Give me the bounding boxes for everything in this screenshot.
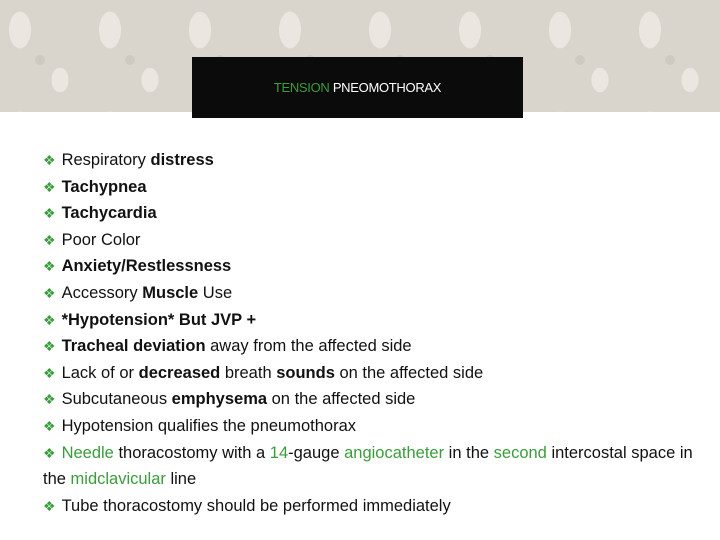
diamond-bullet-icon: ❖: [43, 391, 56, 408]
item-text: on the affected side: [267, 390, 416, 409]
list-item-hypotension-jvp: [43, 307, 703, 334]
item-text: breath: [220, 363, 277, 382]
item-text: Tachypnea: [61, 177, 147, 196]
list-item-tube-thoracostomy: [43, 493, 703, 520]
item-emphasis: emphysema: [171, 390, 268, 409]
item-emphasis: decreased: [138, 363, 221, 382]
diamond-bullet-icon: ❖: [43, 311, 56, 328]
item-text: -gauge: [288, 443, 345, 462]
item-highlight: angiocatheter: [344, 443, 445, 462]
diamond-bullet-icon: ❖: [43, 205, 56, 222]
bullet-list: [43, 147, 703, 519]
slide-title: [192, 57, 523, 118]
diamond-bullet-icon: ❖: [43, 284, 56, 301]
item-text: Tube thoracostomy should be performed immediately: [61, 496, 451, 515]
item-text: Lack of or: [61, 363, 139, 382]
item-text: Accessory: [61, 283, 143, 302]
item-text: on the affected side: [334, 363, 484, 382]
list-item-poor-color: [43, 227, 703, 254]
item-text: Subcutaneous: [61, 390, 172, 409]
item-emphasis: sounds: [276, 363, 335, 382]
diamond-bullet-icon: ❖: [43, 364, 56, 381]
list-item-anxiety: [43, 253, 703, 280]
diamond-bullet-icon: ❖: [43, 178, 56, 195]
item-text: thoracostomy with a: [113, 443, 270, 462]
list-item-emphysema: [43, 386, 703, 413]
item-text: in the: [444, 443, 494, 462]
item-text: *Hypotension* But JVP +: [61, 310, 257, 329]
item-text: line: [165, 470, 197, 489]
list-item-tachypnea: [43, 174, 703, 201]
diamond-bullet-icon: ❖: [43, 231, 56, 248]
item-emphasis: Tracheal deviation: [61, 337, 206, 356]
item-text: Use: [198, 283, 233, 302]
list-item-breath-sounds: [43, 360, 703, 387]
list-item-respiratory-distress: [43, 147, 703, 174]
list-item-needle-thoracostomy: [43, 440, 703, 493]
diamond-bullet-icon: ❖: [43, 258, 56, 275]
item-text: away from the affected side: [205, 337, 412, 356]
item-emphasis: Muscle: [142, 283, 199, 302]
item-text: intercostal space in the: [43, 443, 693, 489]
title-part-tension: TENSION: [273, 80, 330, 95]
item-highlight: 14: [269, 443, 289, 462]
list-item-hypotension-qualifies: [43, 413, 703, 440]
item-text: Hypotension qualifies the pneumothorax: [61, 416, 357, 435]
item-highlight: second: [493, 443, 547, 462]
item-text: Respiratory: [61, 151, 151, 169]
diamond-bullet-icon: ❖: [43, 152, 56, 168]
item-text: Poor Color: [61, 230, 141, 249]
diamond-bullet-icon: ❖: [43, 497, 56, 514]
list-item-tracheal-deviation: [43, 333, 703, 360]
item-emphasis: distress: [150, 151, 214, 169]
item-highlight: midclavicular: [70, 470, 166, 489]
list-item-accessory-muscle: [43, 280, 703, 307]
item-highlight: Needle: [61, 443, 114, 462]
diamond-bullet-icon: ❖: [43, 444, 56, 461]
diamond-bullet-icon: ❖: [43, 338, 56, 355]
diamond-bullet-icon: ❖: [43, 417, 56, 434]
title-part-pneomothorax: PNEOMOTHORAX: [332, 80, 442, 95]
list-item-tachycardia: [43, 200, 703, 227]
item-text: Anxiety/Restlessness: [61, 257, 232, 276]
item-text: Tachycardia: [61, 204, 157, 223]
